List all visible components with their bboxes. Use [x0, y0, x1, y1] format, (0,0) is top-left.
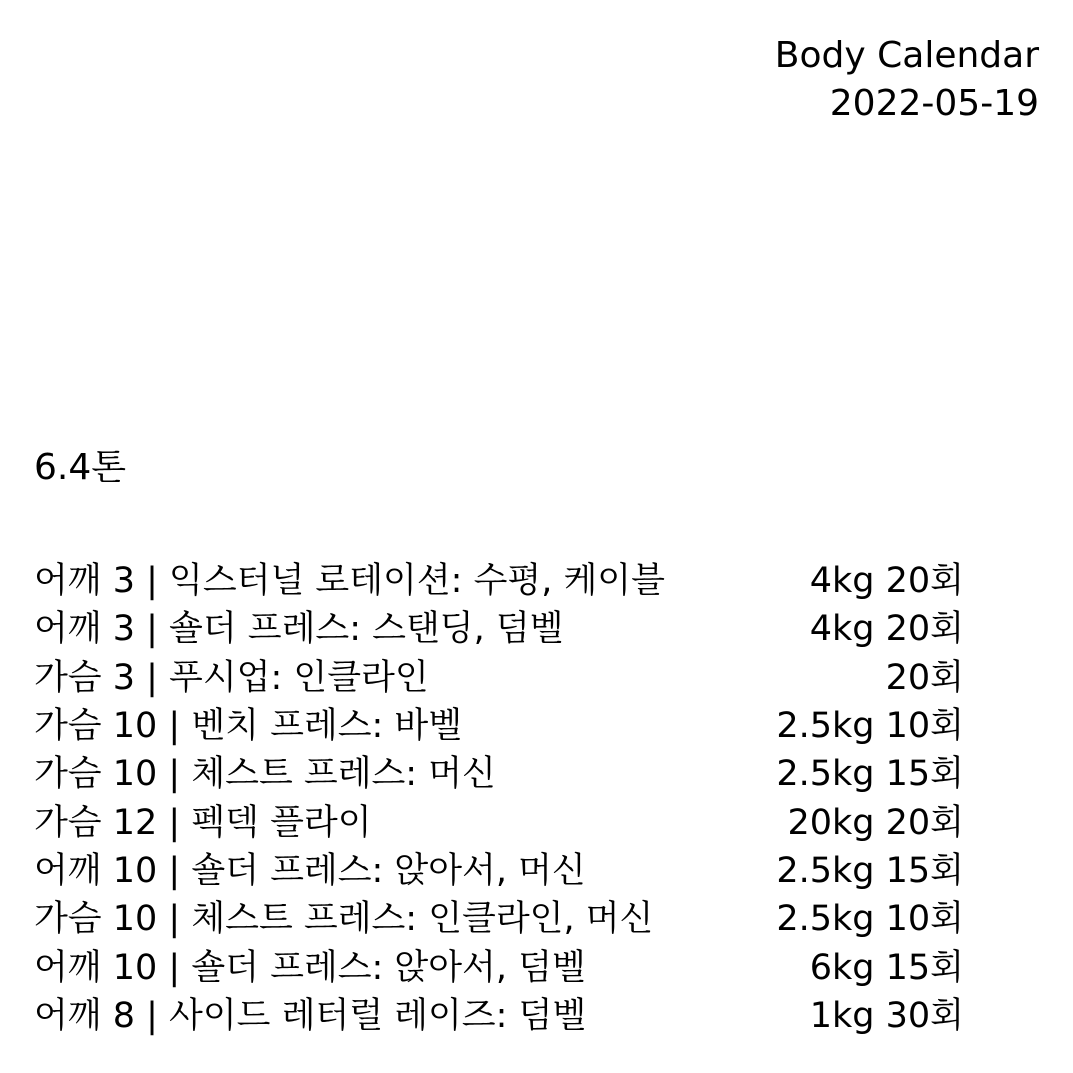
- list-item: [34, 992, 964, 1040]
- workout-list: [34, 557, 964, 1040]
- exercise-name: 어깨 10 | 숄더 프레스: 앉아서, 머신: [34, 850, 586, 891]
- list-item: [34, 798, 964, 846]
- list-item: [34, 847, 964, 895]
- date-label: 2022-05-19: [829, 83, 1039, 124]
- exercise-name: 어깨 10 | 숄더 프레스: 앉아서, 덤벨: [34, 947, 586, 988]
- list-item: [34, 895, 964, 943]
- exercise-name: 어깨 3 | 숄더 프레스: 스탠딩, 덤벨: [34, 609, 564, 650]
- exercise-name: 가슴 12 | 펙덱 플라이: [34, 802, 372, 843]
- total-volume: 6.4톤: [34, 447, 127, 488]
- header: [775, 32, 1039, 128]
- exercise-name: 어깨 3 | 익스터널 로테이션: 수평, 케이블: [34, 561, 665, 602]
- list-item: [34, 605, 964, 653]
- exercise-load: 6kg 15회: [809, 947, 964, 988]
- exercise-load: 2.5kg 10회: [776, 706, 964, 747]
- exercise-load: 20kg 20회: [787, 802, 964, 843]
- app-title: Body Calendar: [774, 35, 1039, 76]
- exercise-load: 2.5kg 10회: [776, 899, 964, 940]
- exercise-name: 어깨 8 | 사이드 레터럴 레이즈: 덤벨: [34, 995, 587, 1036]
- exercise-load: 4kg 20회: [809, 561, 964, 602]
- exercise-load: 1kg 30회: [809, 995, 964, 1036]
- list-item: [34, 702, 964, 750]
- list-item: [34, 750, 964, 798]
- list-item: [34, 557, 964, 605]
- exercise-name: 가슴 10 | 체스트 프레스: 인클라인, 머신: [34, 899, 654, 940]
- exercise-name: 가슴 10 | 체스트 프레스: 머신: [34, 754, 496, 795]
- exercise-load: 20회: [885, 657, 964, 698]
- list-item: [34, 654, 964, 702]
- exercise-load: 2.5kg 15회: [776, 754, 964, 795]
- list-item: [34, 943, 964, 991]
- exercise-name: 가슴 10 | 벤치 프레스: 바벨: [34, 706, 463, 747]
- exercise-load: 2.5kg 15회: [776, 850, 964, 891]
- exercise-name: 가슴 3 | 푸시업: 인클라인: [34, 657, 429, 698]
- exercise-load: 4kg 20회: [809, 609, 964, 650]
